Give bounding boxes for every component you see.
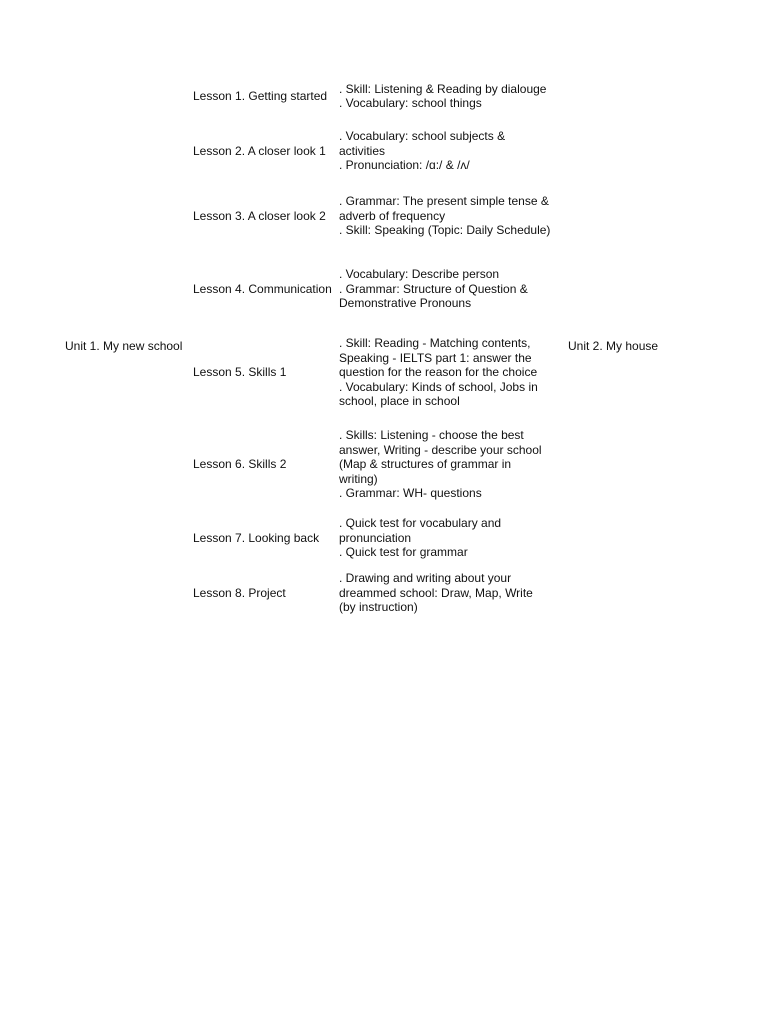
lesson-detail-line: . Grammar: WH- questions — [339, 486, 482, 501]
lesson-detail-line: . Quick test for vocabulary and — [339, 516, 502, 531]
lesson-name: Lesson 1. Getting started — [193, 88, 328, 103]
lesson-details — [339, 336, 561, 409]
lesson-name: Lesson 8. Project — [193, 585, 286, 600]
lesson-detail-line: . Vocabulary: Describe person — [339, 267, 500, 282]
lesson-name: Lesson 3. A closer look 2 — [193, 208, 326, 223]
lesson-detail-line: . Grammar: The present simple tense & — [339, 194, 549, 209]
lesson-details — [339, 571, 561, 615]
lesson-detail-line: (Map & structures of grammar in — [339, 457, 512, 472]
lesson-row — [193, 571, 565, 615]
lesson-detail-line: . Quick test for grammar — [339, 545, 468, 560]
lesson-details — [339, 267, 561, 311]
lesson-name: Lesson 7. Looking back — [193, 530, 320, 545]
unit-label: Unit 1. My new school — [65, 339, 183, 353]
lesson-name: Lesson 6. Skills 2 — [193, 457, 287, 472]
lesson-detail-line: Speaking - IELTS part 1: answer the — [339, 350, 532, 365]
lesson-detail-line: pronunciation — [339, 530, 412, 545]
lesson-name: Lesson 4. Communication — [193, 281, 332, 296]
lesson-detail-line: writing) — [339, 471, 378, 486]
lesson-detail-line: adverb of frequency — [339, 208, 446, 223]
lesson-row — [193, 194, 565, 238]
lesson-detail-line: dreammed school: Draw, Map, Write — [339, 585, 533, 600]
lesson-detail-line: (by instruction) — [339, 600, 418, 615]
lesson-details — [339, 428, 561, 501]
lesson-detail-line: . Vocabulary: school subjects & — [339, 129, 506, 144]
lesson-detail-line: question for the reason for the choice — [339, 365, 538, 380]
lesson-row — [193, 81, 565, 111]
lesson-detail-line: school, place in school — [339, 394, 460, 409]
lesson-details — [339, 194, 561, 238]
lesson-details — [339, 129, 561, 173]
lesson-detail-line: . Pronunciation: /ɑ:/ & /ʌ/ — [339, 158, 470, 173]
lesson-detail-line: . Skill: Listening & Reading by dialouge — [339, 81, 547, 96]
lesson-detail-line: . Drawing and writing about your — [339, 571, 512, 586]
lesson-row — [193, 129, 565, 173]
lesson-details — [339, 516, 561, 560]
lesson-detail-line: activities — [339, 143, 386, 158]
lesson-detail-line: . Grammar: Structure of Question & — [339, 281, 528, 296]
lesson-details — [339, 82, 561, 111]
lesson-detail-line: . Vocabulary: school things — [339, 96, 482, 110]
lesson-name: Lesson 2. A closer look 1 — [193, 143, 326, 158]
lesson-detail-line: . Skill: Speaking (Topic: Daily Schedule) — [339, 223, 551, 238]
lesson-row — [193, 428, 565, 501]
lesson-row — [193, 516, 565, 560]
lesson-detail-line: . Skills: Listening - choose the best — [339, 428, 524, 443]
lesson-row — [193, 336, 565, 409]
lesson-detail-line: Demonstrative Pronouns — [339, 296, 472, 311]
lesson-detail-line: . Vocabulary: Kinds of school, Jobs in — [339, 379, 538, 394]
lesson-row — [193, 267, 565, 311]
lesson-name: Lesson 5. Skills 1 — [193, 365, 287, 380]
unit-label: Unit 2. My house — [568, 339, 659, 353]
lesson-detail-line: . Skill: Reading - Matching contents, — [339, 336, 531, 351]
lesson-detail-line: answer, Writing - describe your school — [339, 442, 542, 457]
